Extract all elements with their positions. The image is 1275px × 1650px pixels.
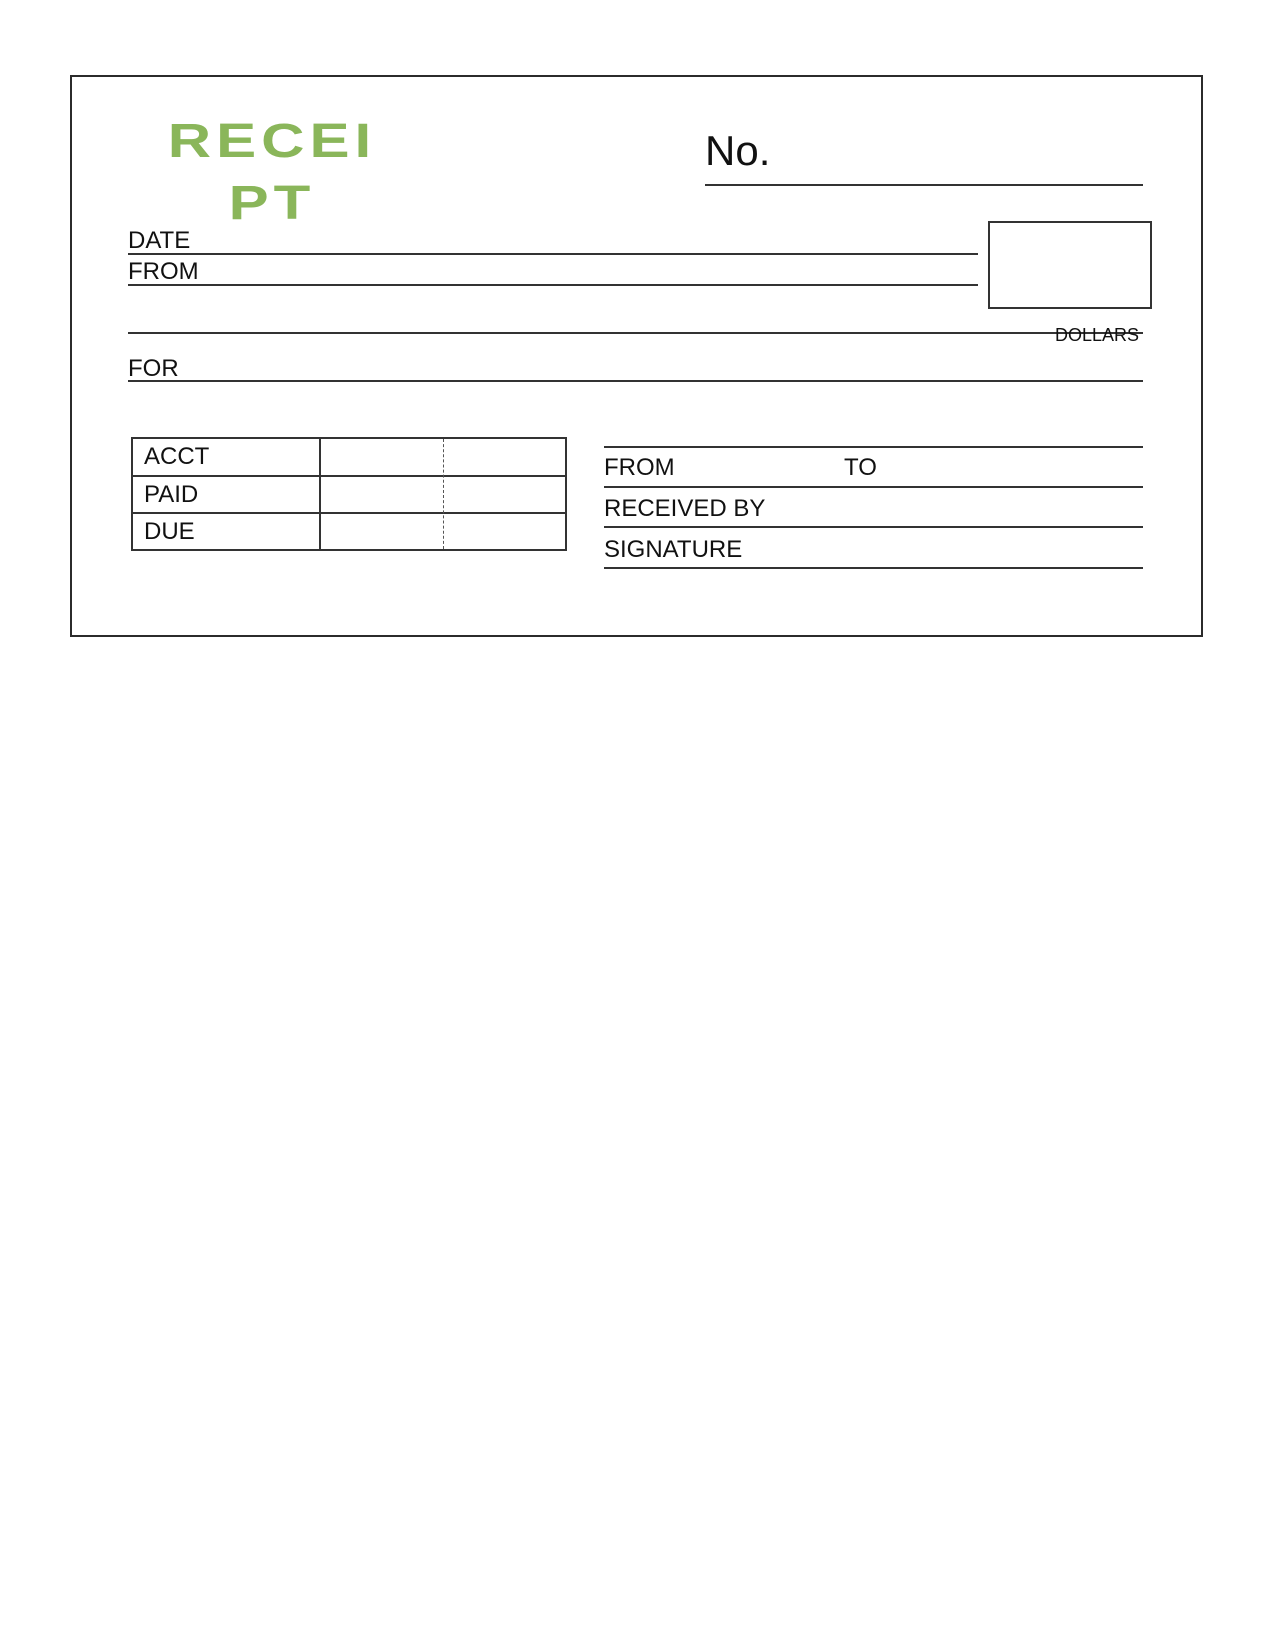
date-line[interactable]	[128, 253, 978, 255]
receipt-form	[70, 75, 1203, 637]
signature-line[interactable]	[604, 567, 1143, 569]
transfer-from-to-line[interactable]	[604, 486, 1143, 488]
acct-label: ACCT	[144, 443, 210, 470]
amount-box[interactable]	[988, 221, 1152, 309]
table-row	[133, 477, 565, 514]
paid-label: PAID	[144, 481, 199, 508]
for-label: FOR	[128, 355, 179, 382]
received-by-line[interactable]	[604, 526, 1143, 528]
transfer-top-line	[604, 446, 1143, 448]
amount-in-words-line[interactable]	[128, 332, 1143, 334]
received-by-label: RECEIVED BY	[604, 495, 766, 522]
account-table	[131, 437, 567, 551]
table-row	[133, 514, 565, 551]
from-line[interactable]	[128, 284, 978, 286]
dollars-label: DOLLARS	[1055, 325, 1140, 345]
receipt-title: RECEI PT	[167, 115, 377, 230]
transfer-to-label: TO	[844, 454, 877, 481]
transfer-from-label: FROM	[604, 454, 675, 481]
table-column-divider	[319, 439, 321, 549]
cents-divider	[443, 439, 444, 549]
receipt-number-label: No.	[705, 127, 771, 174]
due-label: DUE	[144, 518, 195, 545]
from-label: FROM	[128, 258, 199, 285]
receipt-number-line[interactable]	[705, 184, 1143, 186]
for-line[interactable]	[128, 380, 1143, 382]
signature-label: SIGNATURE	[604, 536, 743, 563]
table-row	[133, 439, 565, 476]
date-label: DATE	[128, 227, 191, 254]
